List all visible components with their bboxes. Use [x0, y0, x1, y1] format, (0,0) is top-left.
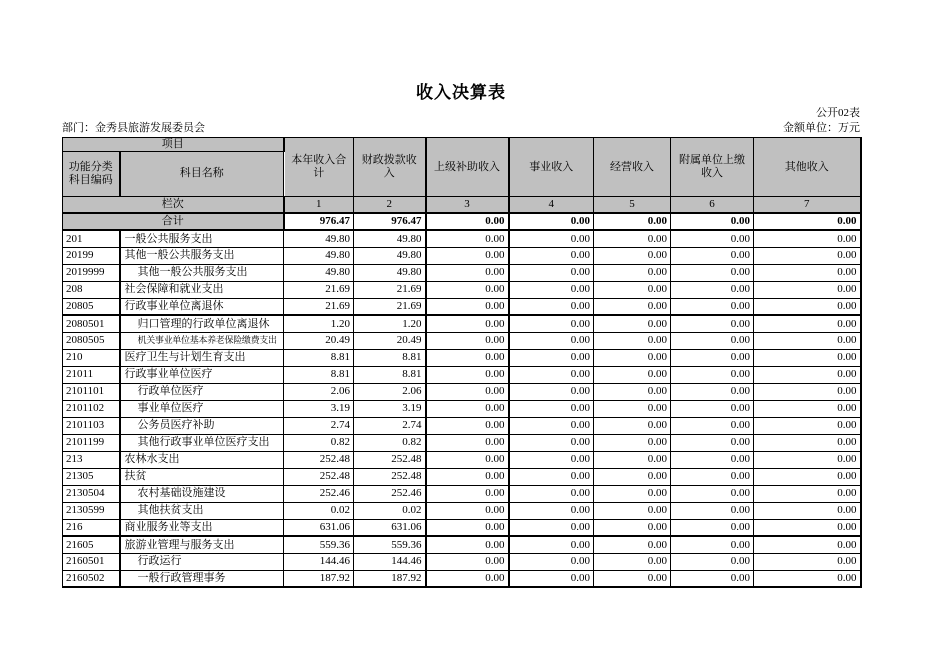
col-header-subject-name: 科目名称	[120, 151, 284, 196]
row-subject-name: 一般公共服务支出	[120, 230, 284, 247]
unit-label: 金额单位：万元	[783, 122, 860, 134]
row-subject-name: 扶贫	[120, 468, 284, 485]
total-value: 0.00	[509, 213, 594, 230]
row-value: 49.80	[354, 247, 426, 264]
lane-number: 7	[754, 196, 861, 213]
row-value: 0.00	[754, 400, 861, 417]
row-value: 0.00	[671, 281, 754, 298]
row-value: 0.00	[509, 502, 594, 519]
col-header-fiscal-appropriation: 财政拨款收入	[354, 138, 426, 197]
department-label: 部门：金秀县旅游发展委员会	[62, 122, 205, 134]
row-value: 0.82	[354, 434, 426, 451]
row-value: 0.00	[509, 247, 594, 264]
row-value: 0.00	[594, 502, 671, 519]
row-value: 187.92	[284, 570, 354, 587]
lane-number: 5	[594, 196, 671, 213]
col-header-subordinate-remitted: 附属单位上缴收入	[671, 138, 754, 197]
row-value: 0.00	[509, 332, 594, 349]
row-value: 2.74	[284, 417, 354, 434]
row-value: 0.00	[426, 230, 509, 247]
row-value: 0.00	[426, 451, 509, 468]
form-code-label: 公开02表	[816, 107, 860, 119]
row-value: 0.00	[509, 366, 594, 383]
row-value: 0.00	[594, 553, 671, 570]
row-value: 0.00	[754, 230, 861, 247]
table-row	[63, 349, 861, 366]
row-code: 2019999	[63, 264, 120, 281]
col-header-function-code: 功能分类科目编码	[63, 151, 120, 196]
row-value: 0.00	[426, 570, 509, 587]
row-code: 20805	[63, 298, 120, 315]
row-value: 0.00	[509, 417, 594, 434]
row-value: 0.00	[594, 230, 671, 247]
lane-number: 2	[354, 196, 426, 213]
row-subject-name: 其他一般公共服务支出	[120, 264, 284, 281]
row-value: 0.00	[509, 468, 594, 485]
row-value: 0.00	[671, 519, 754, 536]
row-value: 0.00	[754, 366, 861, 383]
row-value: 0.00	[426, 468, 509, 485]
row-value: 0.00	[754, 281, 861, 298]
table-row	[63, 519, 861, 536]
row-value: 0.00	[509, 281, 594, 298]
table-row	[63, 434, 861, 451]
row-value: 0.00	[671, 468, 754, 485]
header-row-project	[63, 138, 861, 152]
row-code: 213	[63, 451, 120, 468]
table-row	[63, 281, 861, 298]
row-subject-name: 其他一般公共服务支出	[120, 247, 284, 264]
total-value: 0.00	[754, 213, 861, 230]
income-table	[62, 137, 862, 588]
row-value: 0.00	[594, 315, 671, 332]
row-value: 0.00	[754, 451, 861, 468]
row-value: 8.81	[284, 349, 354, 366]
row-value: 631.06	[284, 519, 354, 536]
row-value: 0.00	[509, 553, 594, 570]
table-row	[63, 315, 861, 332]
total-value: 0.00	[671, 213, 754, 230]
row-value: 21.69	[284, 281, 354, 298]
row-value: 0.00	[754, 298, 861, 315]
row-value: 187.92	[354, 570, 426, 587]
row-subject-name: 其他扶贫支出	[120, 502, 284, 519]
lane-number: 6	[671, 196, 754, 213]
row-value: 252.48	[354, 451, 426, 468]
table-body	[63, 230, 861, 587]
row-value: 0.00	[509, 451, 594, 468]
row-value: 252.48	[354, 468, 426, 485]
row-value: 0.00	[754, 502, 861, 519]
row-code: 2101199	[63, 434, 120, 451]
table-row	[63, 451, 861, 468]
row-value: 0.00	[671, 349, 754, 366]
row-value: 0.00	[671, 332, 754, 349]
total-value: 976.47	[284, 213, 354, 230]
row-value: 0.00	[426, 502, 509, 519]
row-value: 0.00	[426, 247, 509, 264]
row-subject-name: 医疗卫生与计划生育支出	[120, 349, 284, 366]
row-value: 0.00	[509, 519, 594, 536]
row-value: 0.00	[671, 230, 754, 247]
row-value: 0.00	[671, 570, 754, 587]
row-value: 3.19	[354, 400, 426, 417]
row-value: 559.36	[284, 536, 354, 553]
row-value: 1.20	[354, 315, 426, 332]
row-value: 0.00	[671, 400, 754, 417]
table-row	[63, 298, 861, 315]
row-value: 0.00	[509, 485, 594, 502]
row-value: 20.49	[284, 332, 354, 349]
row-value: 252.48	[284, 468, 354, 485]
row-value: 0.00	[671, 502, 754, 519]
table-row	[63, 383, 861, 400]
row-value: 631.06	[354, 519, 426, 536]
row-subject-name: 归口管理的行政单位离退休	[120, 315, 284, 332]
row-subject-name: 行政单位医疗	[120, 383, 284, 400]
row-value: 0.00	[594, 298, 671, 315]
row-value: 0.00	[509, 400, 594, 417]
row-value: 0.00	[754, 536, 861, 553]
row-value: 0.00	[594, 485, 671, 502]
table-row	[63, 230, 861, 247]
row-subject-name: 机关事业单位基本养老保险缴费支出	[120, 332, 284, 349]
row-value: 0.00	[671, 264, 754, 281]
row-value: 0.00	[509, 570, 594, 587]
table-row	[63, 332, 861, 349]
row-value: 0.00	[671, 383, 754, 400]
row-value: 0.00	[594, 332, 671, 349]
row-code: 2101101	[63, 383, 120, 400]
col-header-project: 项目	[63, 138, 284, 152]
row-value: 0.00	[754, 315, 861, 332]
row-value: 0.00	[594, 536, 671, 553]
col-header-other-income: 其他收入	[754, 138, 861, 197]
row-code: 2160502	[63, 570, 120, 587]
row-subject-name: 公务员医疗补助	[120, 417, 284, 434]
row-value: 0.00	[754, 570, 861, 587]
row-code: 2130504	[63, 485, 120, 502]
row-subject-name: 行政运行	[120, 553, 284, 570]
row-value: 0.02	[354, 502, 426, 519]
row-value: 0.00	[594, 264, 671, 281]
row-value: 0.00	[754, 349, 861, 366]
row-value: 0.00	[671, 247, 754, 264]
row-value: 0.00	[594, 570, 671, 587]
row-value: 0.00	[509, 383, 594, 400]
row-value: 0.00	[426, 400, 509, 417]
row-value: 252.46	[284, 485, 354, 502]
row-value: 0.00	[594, 417, 671, 434]
total-row	[63, 213, 861, 230]
row-code: 2160501	[63, 553, 120, 570]
row-value: 0.00	[754, 434, 861, 451]
total-label: 合计	[63, 213, 284, 230]
col-header-superior-subsidy: 上级补助收入	[426, 138, 509, 197]
row-code: 2101103	[63, 417, 120, 434]
row-value: 0.00	[509, 536, 594, 553]
table-row	[63, 536, 861, 553]
table-row	[63, 264, 861, 281]
row-code: 2101102	[63, 400, 120, 417]
row-value: 0.00	[426, 332, 509, 349]
row-subject-name: 一般行政管理事务	[120, 570, 284, 587]
row-value: 0.00	[509, 264, 594, 281]
sheet	[62, 0, 860, 588]
row-value: 8.81	[354, 366, 426, 383]
row-value: 0.00	[754, 332, 861, 349]
row-value: 0.00	[754, 264, 861, 281]
row-value: 1.20	[284, 315, 354, 332]
row-subject-name: 其他行政事业单位医疗支出	[120, 434, 284, 451]
row-value: 0.00	[509, 349, 594, 366]
row-value: 0.02	[284, 502, 354, 519]
row-value: 8.81	[354, 349, 426, 366]
row-code: 20199	[63, 247, 120, 264]
row-code: 2080501	[63, 315, 120, 332]
row-value: 0.00	[671, 451, 754, 468]
row-value: 0.00	[426, 553, 509, 570]
row-code: 208	[63, 281, 120, 298]
lane-number-row	[63, 196, 861, 213]
row-code: 21305	[63, 468, 120, 485]
row-value: 144.46	[354, 553, 426, 570]
row-value: 0.00	[426, 349, 509, 366]
row-subject-name: 事业单位医疗	[120, 400, 284, 417]
row-value: 0.00	[594, 383, 671, 400]
row-subject-name: 社会保障和就业支出	[120, 281, 284, 298]
row-value: 0.00	[594, 434, 671, 451]
row-value: 0.00	[594, 247, 671, 264]
row-value: 0.00	[754, 519, 861, 536]
row-subject-name: 行政事业单位离退休	[120, 298, 284, 315]
table-row	[63, 468, 861, 485]
row-subject-name: 商业服务业等支出	[120, 519, 284, 536]
row-value: 144.46	[284, 553, 354, 570]
row-value: 49.80	[284, 230, 354, 247]
meta-line	[62, 122, 860, 135]
row-value: 0.00	[594, 281, 671, 298]
table-row	[63, 485, 861, 502]
table-row	[63, 570, 861, 587]
row-value: 559.36	[354, 536, 426, 553]
row-code: 2130599	[63, 502, 120, 519]
table-row	[63, 247, 861, 264]
row-value: 0.00	[671, 536, 754, 553]
table-row	[63, 502, 861, 519]
row-value: 8.81	[284, 366, 354, 383]
row-value: 0.00	[594, 400, 671, 417]
row-value: 0.00	[594, 349, 671, 366]
col-header-business-income: 事业收入	[509, 138, 594, 197]
row-value: 0.00	[426, 434, 509, 451]
row-value: 0.00	[509, 315, 594, 332]
row-subject-name: 旅游业管理与服务支出	[120, 536, 284, 553]
row-value: 0.00	[594, 468, 671, 485]
row-value: 0.00	[754, 468, 861, 485]
row-subject-name: 农林水支出	[120, 451, 284, 468]
row-value: 0.00	[671, 434, 754, 451]
row-value: 21.69	[354, 281, 426, 298]
row-value: 0.00	[426, 485, 509, 502]
table-row	[63, 553, 861, 570]
row-value: 0.00	[426, 315, 509, 332]
total-value: 976.47	[354, 213, 426, 230]
row-value: 0.00	[671, 417, 754, 434]
row-code: 2080505	[63, 332, 120, 349]
table-row	[63, 366, 861, 383]
row-value: 0.00	[754, 553, 861, 570]
row-code: 210	[63, 349, 120, 366]
row-value: 0.00	[594, 519, 671, 536]
row-value: 0.00	[509, 434, 594, 451]
row-code: 201	[63, 230, 120, 247]
row-value: 0.00	[754, 417, 861, 434]
total-value: 0.00	[594, 213, 671, 230]
row-value: 49.80	[354, 264, 426, 281]
row-value: 252.48	[284, 451, 354, 468]
row-value: 0.82	[284, 434, 354, 451]
row-value: 0.00	[671, 315, 754, 332]
row-code: 21605	[63, 536, 120, 553]
row-value: 0.00	[754, 485, 861, 502]
row-value: 20.49	[354, 332, 426, 349]
row-subject-name: 农村基础设施建设	[120, 485, 284, 502]
row-value: 0.00	[509, 298, 594, 315]
row-value: 3.19	[284, 400, 354, 417]
lane-number: 4	[509, 196, 594, 213]
lane-number: 1	[284, 196, 354, 213]
row-subject-name: 行政事业单位医疗	[120, 366, 284, 383]
row-value: 0.00	[426, 366, 509, 383]
row-code: 216	[63, 519, 120, 536]
row-value: 252.46	[354, 485, 426, 502]
row-value: 0.00	[426, 298, 509, 315]
row-value: 2.06	[284, 383, 354, 400]
row-value: 21.69	[284, 298, 354, 315]
table-row	[63, 400, 861, 417]
lane-label: 栏次	[63, 196, 284, 213]
row-value: 49.80	[354, 230, 426, 247]
row-value: 0.00	[426, 519, 509, 536]
row-value: 2.74	[354, 417, 426, 434]
total-value: 0.00	[426, 213, 509, 230]
row-value: 0.00	[426, 417, 509, 434]
row-value: 0.00	[426, 383, 509, 400]
row-value: 21.69	[354, 298, 426, 315]
row-value: 0.00	[671, 485, 754, 502]
row-value: 0.00	[671, 553, 754, 570]
row-value: 0.00	[426, 264, 509, 281]
row-value: 0.00	[426, 536, 509, 553]
row-value: 0.00	[426, 281, 509, 298]
row-value: 49.80	[284, 264, 354, 281]
col-header-operating-income: 经营收入	[594, 138, 671, 197]
row-value: 49.80	[284, 247, 354, 264]
row-value: 0.00	[671, 298, 754, 315]
row-value: 0.00	[671, 366, 754, 383]
lane-number: 3	[426, 196, 509, 213]
table-row	[63, 417, 861, 434]
row-value: 0.00	[754, 247, 861, 264]
row-code: 21011	[63, 366, 120, 383]
col-header-total-income: 本年收入合计	[284, 138, 354, 197]
row-value: 2.06	[354, 383, 426, 400]
page-title: 收入决算表	[416, 83, 506, 102]
row-value: 0.00	[509, 230, 594, 247]
row-value: 0.00	[594, 451, 671, 468]
row-value: 0.00	[594, 366, 671, 383]
row-value: 0.00	[754, 383, 861, 400]
